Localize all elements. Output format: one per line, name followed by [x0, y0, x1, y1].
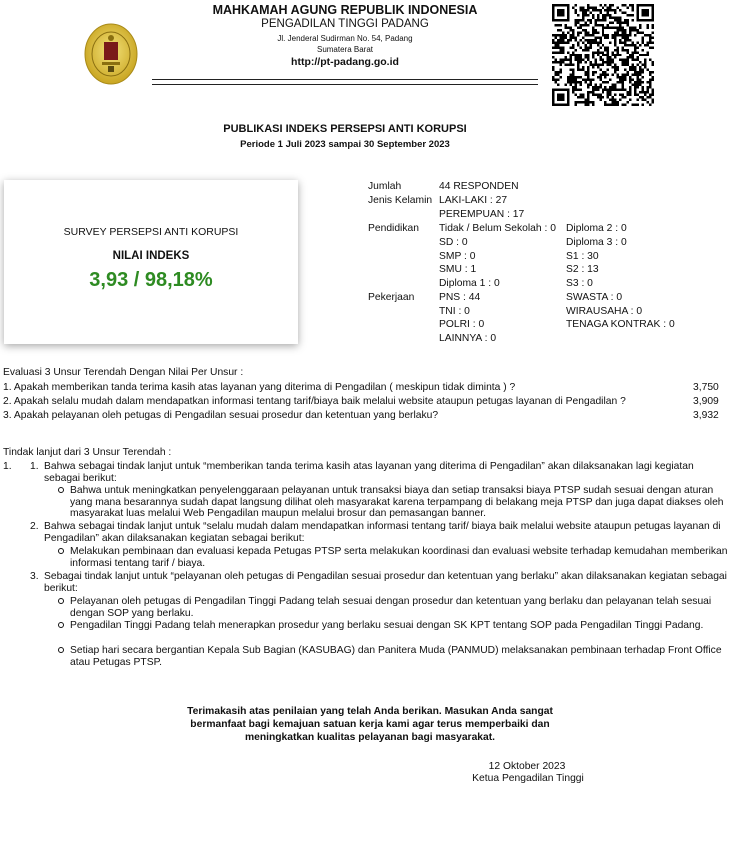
education-item: Diploma 1 : 0: [439, 278, 500, 289]
occupation-item: TENAGA KONTRAK : 0: [566, 319, 675, 330]
signature-date: 12 Oktober 2023: [488, 761, 566, 772]
follow-up-number: 1.: [30, 461, 39, 472]
follow-up-outer-number: 1.: [3, 461, 12, 472]
education-item: S1 : 30: [566, 251, 599, 262]
publication-period: Periode 1 Juli 2023 sampai 30 September 2023: [240, 139, 450, 150]
index-score: 3,93 / 98,18%: [89, 269, 213, 291]
education-item: Tidak / Belum Sekolah : 0: [439, 223, 556, 234]
address-line-2: Sumatera Barat: [316, 45, 374, 54]
gender-label: Jenis Kelamin: [368, 195, 433, 206]
occupation-item: SWASTA : 0: [566, 292, 623, 303]
signatory-title: Ketua Pengadilan Tinggi: [472, 773, 584, 784]
evaluation-heading: Evaluasi 3 Unsur Terendah Dengan Nilai Per Unsur :: [3, 367, 244, 378]
address-line-1: Jl. Jenderal Sudirman No. 54, Padang: [277, 34, 413, 43]
evaluation-value: 3,909: [693, 396, 719, 407]
follow-up-bullet: Pelayanan oleh petugas di Pengadilan Tinggi Padang telah sesuai dengan prosedur dan ketentuan yang berlaku dan pelayanan telah sesuai dengan SOP yang berlaku.: [70, 596, 712, 619]
gender-female: PEREMPUAN : 17: [439, 209, 525, 220]
education-item: SD : 0: [439, 237, 468, 248]
follow-up-bullet: Pengadilan Tinggi Padang telah menerapkan prosedur yang berlaku sesuai dengan SK KPT tentang SOP pada Pengadilan Tinggi Padang.: [70, 620, 704, 631]
follow-up-bullet: Bahwa untuk meningkatkan penyelenggaraan pelayanan untuk transaksi biaya dan setiap transaksi biaya PTSP sudah sesuai dengan aturan yang mana besarannya sudah dapat langsung dilihat oleh masyarakat karena terpampang di belakang meja PTSP dan juga dapat diakses oleh masyarakat luas melalui Web Pengadilan maupun melalui brosur dan pemasangan banner.: [70, 485, 724, 520]
index-label: NILAI INDEKS: [112, 250, 190, 262]
website-url[interactable]: http://pt-padang.go.id: [291, 56, 399, 68]
follow-up-number: 3.: [30, 571, 39, 582]
follow-up-heading: Tindak lanjut dari 3 Unsur Terendah :: [3, 447, 172, 458]
jumlah-value: 44 RESPONDEN: [439, 181, 519, 192]
mahkamah-agung-logo-icon: [84, 22, 138, 86]
education-item: Diploma 3 : 0: [566, 237, 627, 248]
closing-line-2: bermanfaat bagi kemajuan satuan kerja kami agar terus memperbaiki dan: [190, 718, 550, 730]
closing-message: [150, 706, 590, 744]
follow-up-number: 2.: [30, 521, 39, 532]
education-label: Pendidikan: [368, 223, 419, 234]
occupation-label: Pekerjaan: [368, 292, 415, 303]
survey-label: SURVEY PERSEPSI ANTI KORUPSI: [63, 226, 239, 238]
publication-title: PUBLIKASI INDEKS PERSEPSI ANTI KORUPSI: [223, 123, 467, 135]
score-card: [4, 180, 298, 344]
education-item: SMU : 1: [439, 264, 477, 275]
evaluation-item: 1. Apakah memberikan tanda terima kasih atas layanan yang diterima di Pengadilan ( meskipun tidak diminta ) ?: [3, 382, 516, 393]
follow-up-bullet: Melakukan pembinaan dan evaluasi kepada Petugas PTSP serta melakukan koordinasi dan evaluasi website terhadap kemudahan memberikan informasi tentang tarif / biaya.: [70, 546, 728, 569]
jumlah-label: Jumlah: [368, 181, 402, 192]
occupation-item: TNI : 0: [439, 306, 470, 317]
follow-up-text: Bahwa sebagai tindak lanjut untuk “selalu mudah dalam mendapatkan informasi tentang tarif/ biaya baik melalui website ataupun petugas layanan di Pengadilan” akan dilaksanakan kegiatan sebagai berikut:: [44, 521, 721, 544]
qr-code-icon: [552, 4, 654, 106]
education-item: S2 : 13: [566, 264, 599, 275]
education-item: S3 : 0: [566, 278, 593, 289]
follow-up-text: Sebagai tindak lanjut untuk “pelayanan oleh petugas di Pengadilan sesuai prosedur dan ketentuan yang berlaku” akan dilaksanakan kegiatan sebagai berikut:: [44, 571, 727, 594]
closing-line-1: Terimakasih atas penilaian yang telah Anda berikan. Masukan Anda sangat: [187, 706, 553, 717]
occupation-item: WIRAUSAHA : 0: [566, 306, 643, 317]
occupation-item: PNS : 44: [439, 292, 481, 303]
education-item: SMP : 0: [439, 251, 476, 262]
header-divider: [152, 79, 538, 85]
gender-male: LAKI-LAKI : 27: [439, 195, 508, 206]
occupation-item: POLRI : 0: [439, 319, 485, 330]
closing-line-3: meningkatkan kualitas pelayanan bagi masyarakat.: [244, 731, 496, 743]
evaluation-item: 3. Apakah pelayanan oleh petugas di Pengadilan sesuai prosedur dan ketentuan yang berlaku?: [3, 410, 439, 421]
follow-up-text: Bahwa sebagai tindak lanjut untuk “memberikan tanda terima kasih atas layanan yang diterima di Pengadilan” akan dilaksanakan lagi kegiatan sebagai berikut:: [44, 461, 694, 484]
evaluation-item: 2. Apakah selalu mudah dalam mendapatkan informasi tentang tarif/biaya baik melalui website ataupun petugas layanan di Pengadilan ?: [3, 396, 626, 407]
follow-up-bullet: Setiap hari secara bergantian Kepala Sub Bagian (KASUBAG) dan Panitera Muda (PANMUD) melaksanakan pembinaan terhadap Front Office atau Petugas PTSP.: [70, 645, 722, 668]
education-item: Diploma 2 : 0: [566, 223, 627, 234]
evaluation-value: 3,750: [693, 382, 719, 393]
evaluation-value: 3,932: [693, 410, 719, 421]
court-name: PENGADILAN TINGGI PADANG: [261, 18, 429, 30]
occupation-item: LAINNYA : 0: [439, 333, 497, 344]
institution-name: MAHKAMAH AGUNG REPUBLIK INDONESIA: [212, 3, 478, 17]
